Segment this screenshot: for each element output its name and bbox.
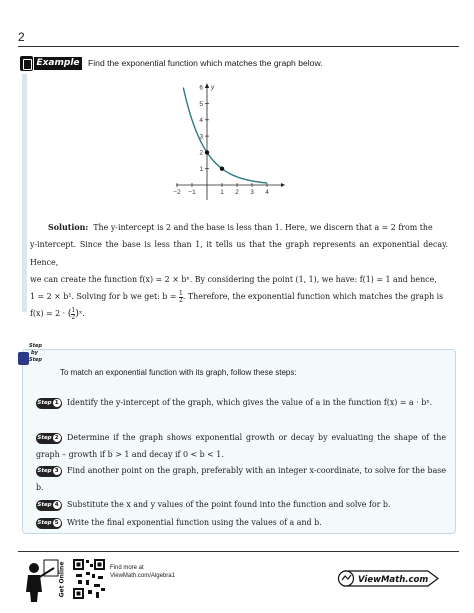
solution-line-3: we can create the function f(x) = 2 × bˣ. By considering the point (1, 1), we have: f(1) = 1 and hence, <box>30 274 437 284</box>
step-2-text: Determine if the graph shows exponential growth or decay by evaluating the shape of the graph – growth if b > 1 and decay if 0 < b < 1. <box>36 433 446 460</box>
y-tick-label: 4 <box>199 117 203 125</box>
base-denominator: 2 <box>71 314 76 322</box>
example-prompt: Find the exponential function which matches the graph below. <box>88 58 323 68</box>
y-tick-label: 5 <box>199 100 203 108</box>
teacher-icon <box>22 558 60 604</box>
steps-intro: To match an exponential function with its graph, follow these steps: <box>60 368 297 377</box>
close-paren: ) <box>75 308 79 320</box>
footer-divider <box>18 551 459 552</box>
x-tick-label: −2 <box>173 189 181 196</box>
open-paren: ( <box>67 308 72 320</box>
y-tick-label: 1 <box>199 166 203 173</box>
solution-line-5a: f(x) = 2 · <box>30 309 68 319</box>
y-tick-label: 6 <box>199 84 203 92</box>
step-2-number: 2 <box>53 434 61 442</box>
page-number: 2 <box>18 30 25 44</box>
viewmath-logo-svg <box>336 569 440 588</box>
get-online-label: Get Online <box>58 561 66 598</box>
x-axis-arrow <box>281 183 285 187</box>
step-2-label: Step <box>37 435 52 441</box>
exponential-curve <box>183 88 267 183</box>
step-5-text: Write the final exponential function using the values of a and b. <box>67 518 322 527</box>
y-tick-label: 3 <box>199 133 203 141</box>
step-by-step-square-icon <box>18 352 29 365</box>
solution-label: Solution: <box>48 223 89 232</box>
solution-line-4 <box>30 288 448 305</box>
y-tick-label: 2 <box>199 149 203 157</box>
step-3-text: Find another point on the graph, preferably with an integer x-coordinate, to solve for the base b. <box>36 466 446 493</box>
step-1-text: Identify the y-intercept of the graph, which gives the value of a in the function f(x) = a · bˣ. <box>67 398 433 407</box>
step-4-number: 4 <box>53 501 61 509</box>
logo-text: ViewMath.com <box>358 575 429 585</box>
step-3-label: Step <box>37 468 52 474</box>
x-tick-label: 1 <box>220 189 224 196</box>
x-tick-label: −1 <box>188 189 196 196</box>
exponential-graph <box>170 82 285 207</box>
viewmath-logo[interactable] <box>336 569 440 588</box>
solution-line-5b: ˣ. <box>78 309 85 319</box>
step-by-step-line-3: Step <box>29 357 42 363</box>
solution-line-5 <box>30 305 448 322</box>
qr-code-icon[interactable] <box>72 558 106 600</box>
step-3-number: 3 <box>53 467 61 475</box>
step-1-number: 1 <box>53 399 61 407</box>
step-5-label: Step <box>37 520 52 526</box>
find-more-link[interactable]: ViewMath.com/Algebra1 <box>110 573 175 579</box>
step-by-step-badge <box>18 344 40 374</box>
graph-svg <box>170 82 285 207</box>
solution-block <box>30 219 448 323</box>
example-label: Example <box>34 57 82 70</box>
solution-line-4b: . Therefore, the exponential function which matches the graph is <box>182 292 444 302</box>
step-4-text: Substitute the x and y values of the point found into the function and solve for b. <box>67 500 391 509</box>
solution-line-2: y-intercept. Since the base is less than 1, it tells us that the graph represents an exponential decay. Hence, <box>30 240 448 267</box>
solution-line-4a: 1 = 2 × b¹. Solving for b we get: b = <box>30 292 180 302</box>
step-by-step-line-1: Step <box>29 343 42 349</box>
curve-point <box>205 150 209 154</box>
x-tick-label: 2 <box>235 189 239 196</box>
x-tick-label: 3 <box>250 189 254 196</box>
y-axis-label: y <box>211 84 215 91</box>
x-tick-label: 4 <box>265 189 269 196</box>
example-side-bar <box>22 74 27 312</box>
step-5-number: 5 <box>53 519 61 527</box>
step-1-label: Step <box>37 400 52 406</box>
fraction-numerator: 1 <box>179 290 183 298</box>
step-by-step-line-2: by <box>31 350 38 356</box>
step-4-label: Step <box>37 502 52 508</box>
curve-point <box>220 167 224 171</box>
header-divider <box>18 46 459 47</box>
solution-line-1: The y-intercept is 2 and the base is less than 1. Here, we discern that a = 2 from the <box>93 223 433 232</box>
find-more-line-1: Find more at <box>110 565 144 571</box>
example-book-icon <box>20 56 33 71</box>
fraction-denominator: 2 <box>179 297 183 305</box>
base-numerator: 1 <box>71 307 76 315</box>
find-more-text <box>110 564 175 580</box>
